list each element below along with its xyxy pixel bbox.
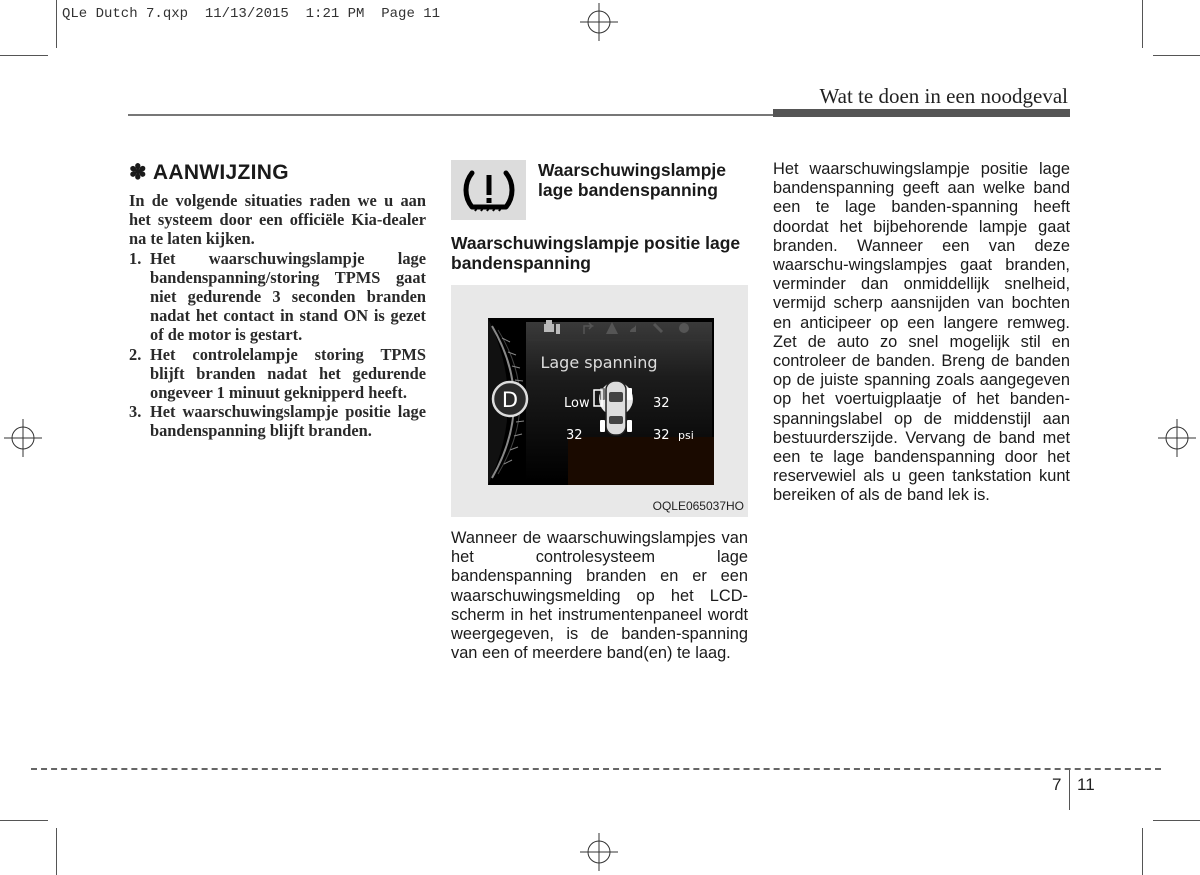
registration-mark-icon: [580, 3, 618, 41]
chapter-number: 7: [1052, 775, 1062, 794]
tire-pressure-warning-icon: [462, 167, 516, 213]
list-item: [129, 402, 426, 440]
crop-mark: [1142, 0, 1143, 48]
pressure-rear-right: 32: [653, 428, 670, 443]
page-number: 11: [1077, 775, 1095, 794]
crop-mark: [56, 0, 57, 48]
warning-lamp-box: [451, 160, 526, 220]
cluster-graphic: [488, 318, 714, 485]
note-intro: In de volgende situaties raden we u aan het systeem door een officiële Kia-dealer na te laten kijken.: [129, 191, 426, 249]
pressure-front-right: 32: [653, 396, 670, 411]
tire-low-label: Low: [564, 396, 590, 411]
body-paragraph: Het waarschuwingslampje positie lage bandenspanning geeft aan welke band een te lage banden-spanning heeft doordat het bijbehorende lampje gaat branden. Wanneer een van deze waarschu-wingslampjes gaat branden, verminder dan onmiddellijk snelheid, vermijd scherp aansnijden van bochten en anticipeer op een langere remweg. Zet de auto zo snel mogelijk stil en controleer de banden. Breng de banden op de juiste spanning zoals aangegeven op het voertuigplaatje of het banden-spanningslabel op de middenstijl aan bestuurderszijde. Vervang de band met een te lage bandenspanning door het reservewiel als u geen tankstation kunt bereiken of als de band lek is.: [773, 160, 1070, 505]
warning-lamp-title: Waarschuwingslampje lage bandenspanning: [538, 160, 727, 200]
page-number-separator: [1069, 770, 1070, 810]
crop-mark: [1142, 828, 1143, 875]
note-title: AANWIJZING: [152, 160, 289, 184]
footer-rule: [31, 768, 1161, 770]
asterisk-icon: ✽: [129, 161, 147, 184]
gear-indicator: D: [501, 388, 519, 412]
list-text: Het waarschuwingslampje positie lage bandenspanning blijft branden.: [150, 402, 426, 441]
instrument-cluster-display: [488, 318, 714, 485]
list-item: [129, 345, 426, 403]
print-slug: QLe Dutch 7.qxp 11/13/2015 1:21 PM Page 11: [62, 6, 441, 22]
crop-mark: [0, 820, 48, 821]
list-number: 1.: [129, 248, 142, 268]
list-item: [129, 249, 426, 345]
registration-mark-icon: [4, 419, 42, 457]
registration-mark-icon: [1158, 419, 1196, 457]
display-title: Lage spanning: [540, 353, 658, 372]
pressure-unit: psi: [678, 429, 694, 442]
list-text: Het waarschuwingslampje lage bandenspanning/storing TPMS gaat niet gedurende 3 seconden branden nadat het contact in stand ON is gezet of de motor is gestart.: [150, 248, 426, 345]
note-list: [129, 249, 426, 441]
pressure-rear-left: 32: [566, 428, 583, 443]
list-number: 3.: [129, 402, 142, 422]
cluster-figure: [451, 285, 748, 517]
header-rule: [128, 114, 773, 116]
crop-mark: [1153, 820, 1200, 821]
note-body: [129, 191, 426, 441]
registration-mark-icon: [580, 833, 618, 871]
list-text: Het controlelampje storing TPMS blijft branden nadat het gedurende ongeveer 1 minuut geknipperd heeft.: [150, 344, 426, 403]
header-rule-thick: [773, 109, 1070, 117]
crop-mark: [1153, 55, 1200, 56]
list-number: 2.: [129, 344, 142, 364]
crop-mark: [56, 828, 57, 875]
chapter-title: Wat te doen in een noodgeval: [819, 84, 1068, 108]
crop-mark: [0, 55, 48, 56]
figure-code: OQLE065037HO: [652, 499, 744, 513]
section-heading: Waarschuwingslampje positie lage bandenspanning: [451, 233, 741, 273]
note-heading: [129, 160, 426, 185]
body-paragraph: Wanneer de waarschuwingslampjes van het controlesysteem lage bandenspanning branden en er een waarschuwingsmelding op het LCD-scherm in het instrumentenpaneel wordt weergegeven, is de banden-spanning van een of meerdere band(en) te laag.: [451, 529, 748, 663]
note-section: [129, 160, 426, 441]
